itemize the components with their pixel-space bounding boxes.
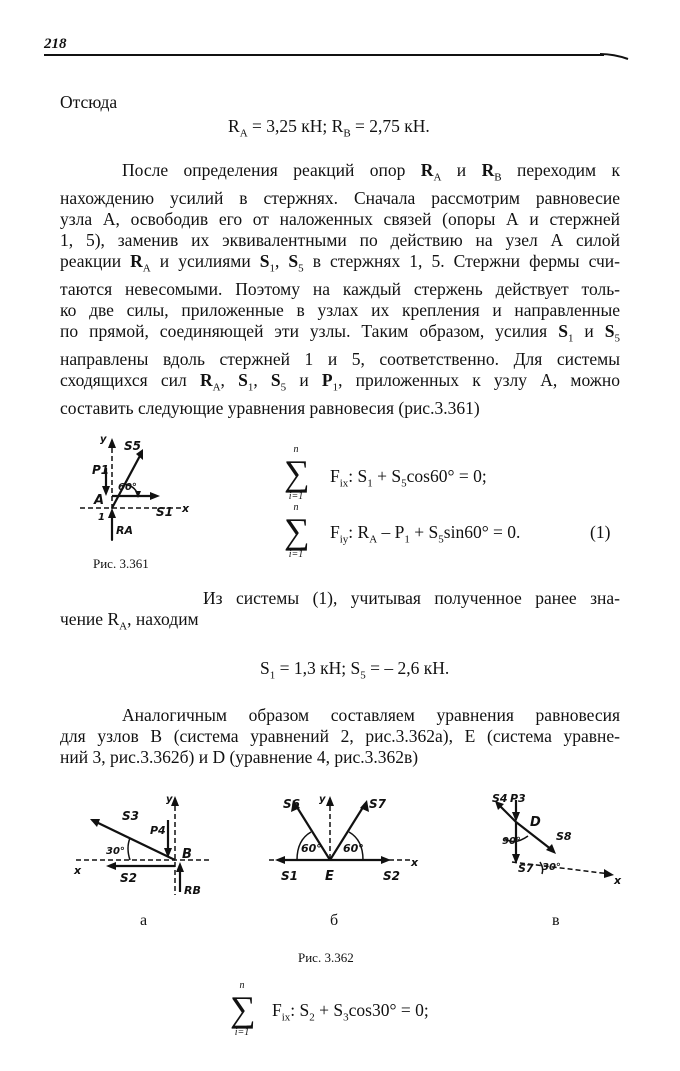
line: реакции $R_A$ и усилиями $S_1$, $S_5$ в стержнях 1, 5. Стержни фермы счи-: [60, 250, 620, 275]
figure-3-361: [72, 430, 202, 550]
sum-upper: n: [293, 444, 299, 455]
sum-upper: n: [293, 502, 299, 513]
header-rule: [44, 54, 604, 56]
rb-arrow-icon: [176, 862, 184, 872]
label-y: y: [166, 794, 173, 805]
label-angle-left: 60°: [301, 842, 322, 855]
label-s5: S5: [124, 439, 141, 453]
figure-3-362a: [70, 790, 220, 900]
sum-3: [230, 980, 254, 1038]
y-axis-arrow-icon: [108, 438, 116, 448]
line: 1, 5), заменив их эквивалентными по действию на узел А силой: [60, 229, 620, 250]
label-p1: P1: [92, 463, 110, 477]
line: ний 3, рис.3.362б) и D (уравнение 4, рис.3.362в): [60, 746, 419, 767]
s1-arrow-icon: [150, 492, 160, 500]
label-s3: S3: [122, 809, 139, 823]
label-angle: 30°: [106, 846, 125, 857]
force-s5: [112, 452, 142, 508]
label-b: B: [182, 847, 192, 862]
s2-arrow-icon: [106, 862, 116, 870]
label-angle-90: 90°: [502, 836, 521, 847]
equation-reactions: $R_A = 3,25$ кН; $R_B = 2,75$ кН.: [228, 116, 430, 140]
label-s1: S1: [156, 505, 173, 519]
line: чение $R_A$, находим: [60, 608, 199, 633]
line: составить следующие уравнения равновесия (рис.3.361): [60, 397, 480, 418]
line: по прямой, соединяющей эти узлы. Таким образом, усилия $S_1$ и $S_5$: [60, 320, 620, 345]
s2-arrow-icon: [381, 856, 391, 864]
line: нахождению усилий в стержнях. Сначала рассмотрим равновесие: [60, 188, 620, 209]
line: После определения реакций опор $R_A$ и $R_B$ переходим к: [122, 160, 620, 184]
angle-arc: [128, 838, 130, 860]
label-s8: S8: [556, 830, 572, 843]
sigma-icon: ∑: [230, 989, 256, 1029]
label-s2: S2: [383, 869, 400, 883]
s1-arrow-icon: [275, 856, 285, 864]
sum-2: [284, 502, 308, 560]
y-axis-arrow-icon: [326, 796, 334, 806]
sum-upper: n: [239, 980, 245, 991]
sub-caption-c: в: [552, 912, 560, 929]
label-x: x: [614, 874, 622, 887]
x-axis-arrow-icon: [604, 869, 614, 878]
sum-lower: i=1: [288, 491, 304, 502]
paragraph-result: [60, 588, 620, 637]
line: для узлов B (система уравнений 2, рис.3.362а), E (система уравне-: [60, 725, 620, 746]
label-y: y: [100, 434, 107, 445]
label-angle: 60°: [118, 482, 137, 493]
figure-3-362-caption: Рис. 3.362: [298, 950, 354, 965]
line: ко две силы, приложенные в узлах их крепления и направленные: [60, 299, 620, 320]
sub-caption-a: а: [140, 912, 148, 929]
line: Из системы (1), учитывая полученное ранее зна-: [203, 588, 620, 608]
line: направлены вдоль стержней 1 и 5, соответственно. Для системы: [60, 348, 620, 369]
label-1: 1: [98, 512, 105, 523]
label-angle-right: 60°: [343, 842, 364, 855]
sum-lower: i=1: [234, 1027, 250, 1038]
label-x: x: [182, 502, 190, 515]
label-s7: S7: [518, 862, 534, 875]
label-p3: P3: [510, 792, 526, 805]
sum-1: [284, 444, 308, 502]
label-rb: RB: [184, 884, 201, 897]
header-rule-tail: [600, 46, 630, 60]
line: узла А, освободив его от наложенных связей (опоры А и стержней: [60, 209, 620, 230]
label-angle-30: 30°: [542, 862, 561, 873]
figure-3-361-caption: Рис. 3.361: [93, 556, 149, 571]
label-s4: S4: [492, 792, 508, 805]
p4-arrow-icon: [164, 848, 172, 858]
label-s2: S2: [120, 871, 137, 885]
figure-3-362c: [480, 790, 630, 890]
page-number: 218: [44, 36, 67, 52]
equation-number: (1): [590, 522, 611, 542]
sigma-icon: ∑: [284, 511, 310, 551]
label-y: y: [319, 794, 326, 805]
label-s6: S6: [283, 797, 300, 811]
label-d: D: [530, 815, 541, 830]
line: сходящихся сил $R_A$, $S_1$, $S_5$ и $P_1$, приложенных к узлу А, можно: [60, 369, 621, 394]
sigma-icon: ∑: [284, 453, 310, 493]
equation-s-values: $S_1 = 1,3$ кН; $S_5$ = – 2,6 кН.: [260, 658, 450, 682]
paragraph-main: [60, 160, 620, 419]
label-p4: P4: [150, 824, 166, 837]
label-s7: S7: [369, 797, 386, 811]
label-e: E: [325, 869, 334, 884]
equation-fix: $F_{ix}$: $S_1 + S_5\cos 60^\circ = 0$;: [330, 466, 487, 490]
sub-caption-b: б: [330, 912, 339, 929]
label-ra: RA: [116, 524, 133, 537]
line: Аналогичным образом составляем уравнения равновесия: [122, 705, 620, 725]
equation-fix-b: $F_{ix}$: $S_2 + S_3\cos 30^\circ = 0$;: [272, 1000, 429, 1024]
ra-arrow-icon: [108, 508, 116, 518]
paragraph-label: Отсюда: [60, 92, 118, 112]
line: таются невесомыми. Поэтому на каждый стержень действует толь-: [60, 278, 620, 299]
label-x: x: [411, 856, 419, 869]
s3-arrow-icon: [90, 819, 100, 827]
label-x: x: [74, 864, 82, 877]
sum-lower: i=1: [288, 549, 304, 560]
label-s1: S1: [281, 869, 298, 883]
equation-fiy: $F_{iy}$: $R_A - P_1 + S_5\sin 60^\circ = 0$.: [330, 522, 521, 546]
figure-3-362b: [265, 790, 425, 890]
label-a: A: [94, 493, 105, 508]
paragraph-analog: [60, 705, 620, 767]
